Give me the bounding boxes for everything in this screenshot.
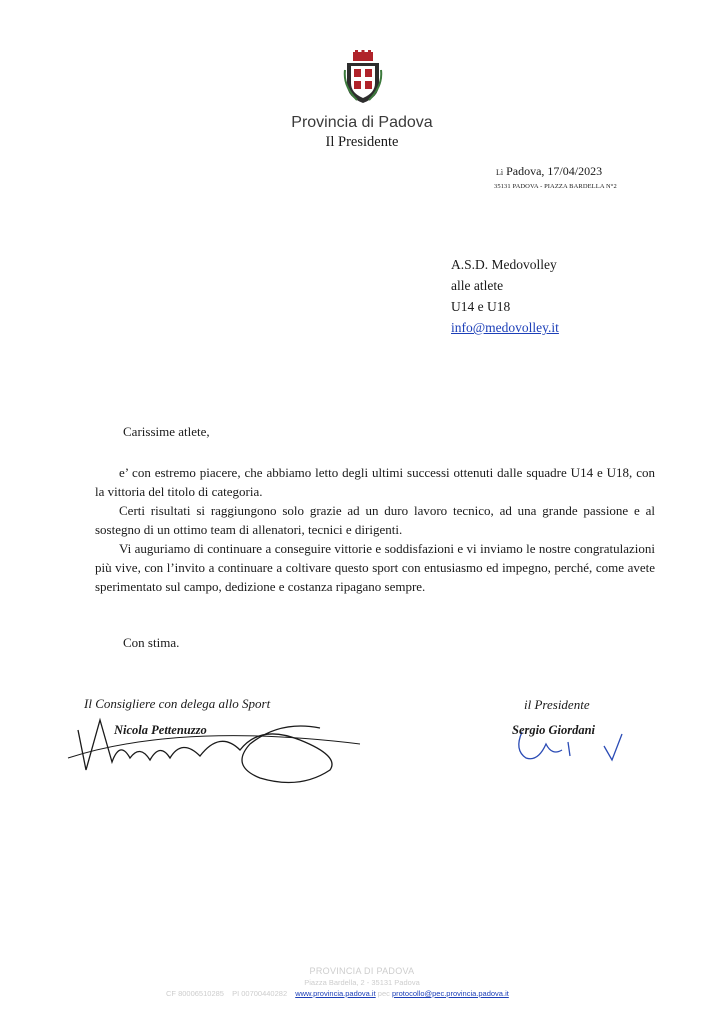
paragraph-3: Vi auguriamo di continuare a conseguire vittorie e soddisfazioni e vi inviamo le nostre congratulazioni più vive, con l’invito a continuare a coltivare questo sport con entusiasmo ed impegno, perché, come avete sperimentato sul campo, dedizione e costanza ripagano sempre. [95,541,655,594]
salutation: Carissime atlete, [123,424,210,439]
organization-name: Provincia di Padova [291,114,433,131]
recipient-email-link[interactable]: info@medovolley.it [451,320,559,335]
coat-of-arms-icon [343,50,383,106]
paragraph-2: Certi risultati si raggiungono solo grazie ad un duro lavoro tecnico, ad una grande passione e al sostegno di un ottimo team di allenatori, tecnici e dirigenti. [95,503,655,537]
recipient-line-3: U14 e U18 [451,299,511,314]
footer-pec-link[interactable]: protocollo@pec.provincia.padova.it [391,989,509,998]
right-signer-role: il Presidente [524,697,590,712]
recipient-line-2: alle atlete [451,278,504,293]
place-prefix: Lì [496,168,504,177]
left-signer-role: Il Consigliere con delega allo Sport [84,696,271,711]
paragraph-1: e’ con estremo piacere, che abbiamo letto degli ultimi successi ottenuti dalle squadre U14 e U18, con la vittoria del titolo di categoria. [95,465,655,499]
letter-body [95,463,655,596]
closing: Con stima. [123,635,180,650]
recipient-block [451,254,559,338]
place-date [496,164,602,179]
right-signer-name: Sergio Giordani [512,723,596,737]
recipient-line-1: A.S.D. Medovolley [451,257,557,272]
footer-cf: CF 80006510285 [166,989,224,998]
left-signature-scribble [60,700,370,795]
left-signer-name: Nicola Pettenuzzo [114,723,207,737]
footer-pec-label: pec [377,989,390,998]
footer-links [166,989,509,998]
date-text: Padova, 17/04/2023 [506,164,603,178]
footer-website-link[interactable]: www.provincia.padova.it [295,989,376,998]
sender-address: 35131 PADOVA - PIAZZA BARDELLA N°2 [494,183,617,190]
footer-organization: PROVINCIA DI PADOVA [309,966,415,976]
footer-address: Piazza Bardella, 2 - 35131 Padova [304,978,420,987]
office-title: Il Presidente [325,134,399,150]
footer-pi: PI 00700440282 [232,989,288,998]
